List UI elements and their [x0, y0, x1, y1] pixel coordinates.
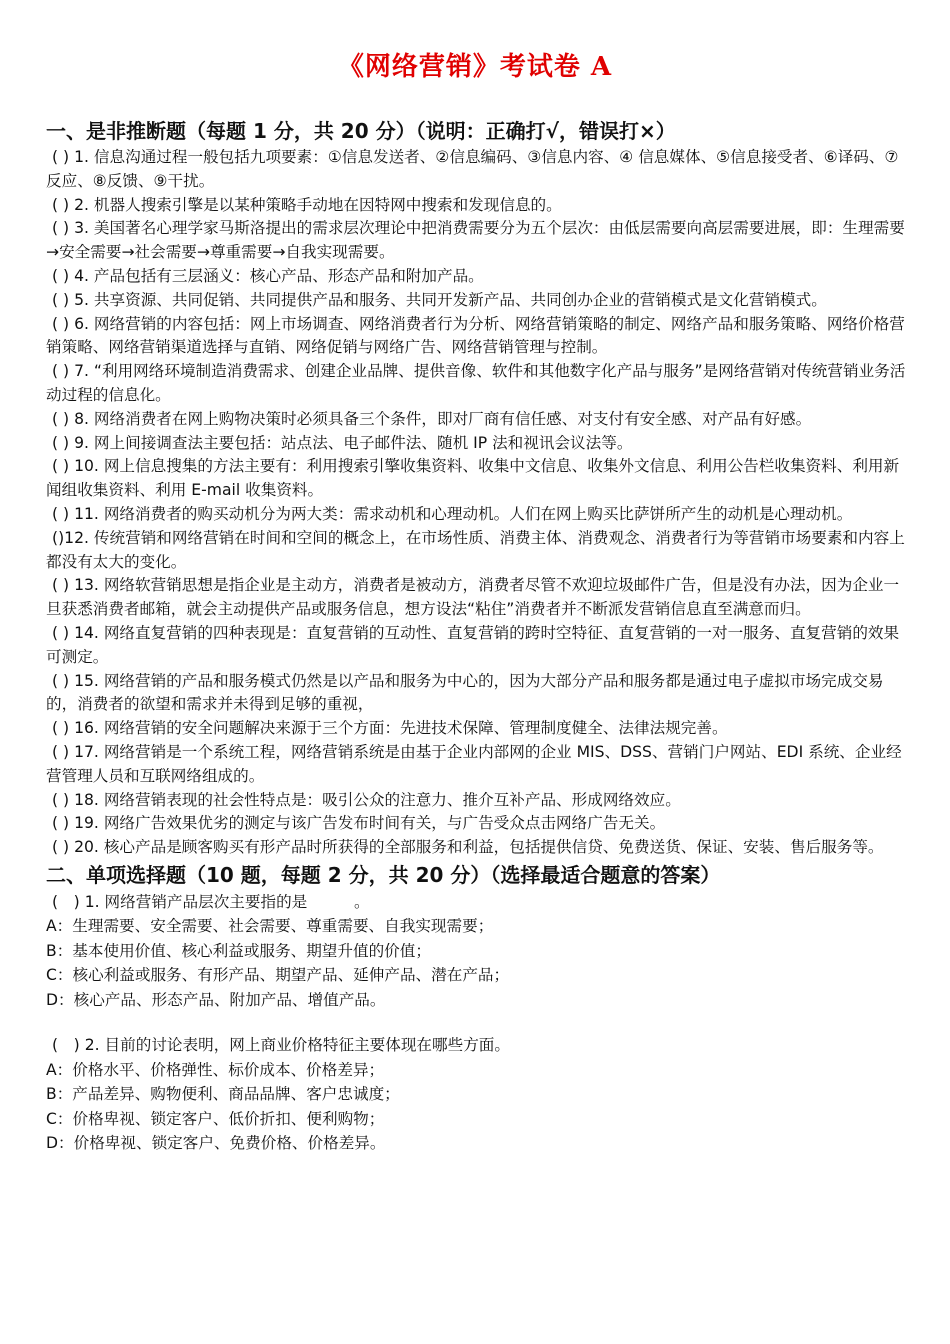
mc-question-1-option-b: B：基本使用价值、核心利益或服务、期望升值的价值； [46, 941, 431, 960]
section1-items [46, 146, 906, 860]
tf-question-2: ( ) 2. 机器人搜索引擎是以某种策略手动地在因特网中搜索和发现信息的。 [52, 195, 562, 214]
tf-question-1: ( ) 1. 信息沟通过程一般包括九项要素：①信息发送者、②信息编码、③信息内容、④ 信息媒体、⑤信息接受者、⑥译码、⑦反应、⑧反馈、⑨干扰。 [46, 148, 899, 190]
exam-content [46, 118, 906, 1156]
tf-question-12: ()12. 传统营销和网络营销在时间和空间的概念上，在市场性质、消费主体、消费观念、消费者行为等营销市场要素和内容上都没有太大的变化。 [46, 528, 905, 571]
tf-question-6: ( ) 6. 网络营销的内容包括：网上市场调查、网络消费者行为分析、网络营销策略的制定、网络产品和服务策略、网络价格营销策略、网络营销渠道选择与直销、网络促销与网络广告、网络营销管理与控制。 [46, 314, 905, 357]
tf-question-18: ( ) 18. 网络营销表现的社会性特点是：吸引公众的注意力、推介互补产品、形成网络效应。 [52, 790, 681, 809]
tf-question-7: ( ) 7. “利用网络环境制造消费需求、创建企业品牌、提供音像、软件和其他数字化产品与服务”是网络营销对传统营销业务活动过程的信息化。 [46, 362, 906, 404]
mc-question-2-stem: ( ) 2. 目前的讨论表明，网上商业价格特征主要体现在哪些方面。 [52, 1036, 510, 1055]
tf-question-4: ( ) 4. 产品包括有三层涵义：核心产品、形态产品和附加产品。 [52, 266, 484, 285]
exam-title: 《网络营销》考试卷 A [337, 52, 613, 82]
tf-question-3: ( ) 3. 美国著名心理学家马斯洛提出的需求层次理论中把消费需要分为五个层次：由低层需要向高层需要进展，即：生理需要→安全需要→社会需要→尊重需要→自我实现需要。 [46, 219, 905, 262]
mc-question-2-option-a: A：价格水平、价格弹性、标价成本、价格差异； [46, 1060, 385, 1079]
tf-question-19: ( ) 19. 网络广告效果优劣的测定与该广告发布时间有关，与广告受众点击网络广告无关。 [52, 814, 666, 833]
tf-question-5: ( ) 5. 共享资源、共同促销、共同提供产品和服务、共同开发新产品、共同创办企业的营销模式是文化营销模式。 [52, 290, 827, 309]
tf-question-9: ( ) 9. 网上间接调查法主要包括：站点法、电子邮件法、随机 IP 法和视讯会议法等。 [52, 433, 633, 452]
tf-question-8: ( ) 8. 网络消费者在网上购物决策时必须具备三个条件，即对厂商有信任感、对支付有安全感、对产品有好感。 [52, 409, 812, 428]
tf-question-15: ( ) 15. 网络营销的产品和服务模式仍然是以产品和服务为中心的，因为大部分产品和服务都是通过电子虚拟市场完成交易的，消费者的欲望和需求并未得到足够的重视， [46, 671, 884, 714]
mc-question-2-option-b: B：产品差异、购物便利、商品品牌、客户忠诚度； [46, 1085, 400, 1104]
mc-question-2 [46, 1033, 906, 1156]
mc-question-2-option-d: D：价格卑视、锁定客户、免费价格、价格差异。 [46, 1134, 386, 1153]
section2-heading: 二、单项选择题（10 题，每题 2 分，共 20 分）（选择最适合题意的答案） [46, 862, 721, 887]
mc-question-2-option-c: C：价格卑视、锁定客户、低价折扣、便利购物； [46, 1109, 385, 1128]
tf-question-17: ( ) 17. 网络营销是一个系统工程，网络营销系统是由基于企业内部网的企业 MIS、DSS、营销门户网站、EDI 系统、企业经营管理人员和互联网络组成的。 [46, 742, 902, 785]
tf-question-16: ( ) 16. 网络营销的安全问题解决来源于三个方面：先进技术保障、管理制度健全、法律法规完善。 [52, 719, 728, 738]
tf-question-13: ( ) 13. 网络软营销思想是指企业是主动方，消费者是被动方，消费者尽管不欢迎垃圾邮件广告，但是没有办法，因为企业一旦获悉消费者邮箱，就会主动提供产品或服务信息，想方设法“粘住”消费者并不断派发营销信息直至满意而归。 [46, 576, 900, 619]
tf-question-11: ( ) 11. 网络消费者的购买动机分为两大类：需求动机和心理动机。人们在网上购买比萨饼所产生的动机是心理动机。 [52, 504, 853, 523]
tf-question-10: ( ) 10. 网上信息搜集的方法主要有：利用搜索引擎收集资料、收集中文信息、收集外文信息、利用公告栏收集资料、利用新闻组收集资料、利用 E-mail 收集资料。 [46, 457, 900, 500]
mc-question-1-option-a: A：生理需要、安全需要、社会需要、尊重需要、自我实现需要； [46, 917, 494, 936]
spacer [46, 1012, 906, 1033]
section1-heading: 一、是非推断题（每题 1 分，共 20 分）（说明：正确打√，错误打×） [46, 119, 676, 143]
tf-question-14: ( ) 14. 网络直复营销的四种表现是：直复营销的互动性、直复营销的跨时空特征、直复营销的一对一服务、直复营销的效果可测定。 [46, 623, 900, 666]
mc-question-1-stem: ( ) 1. 网络营销产品层次主要指的是 。 [52, 892, 370, 911]
mc-question-1 [46, 890, 906, 1013]
mc-question-1-option-d: D：核心产品、形态产品、附加产品、增值产品。 [46, 990, 386, 1009]
mc-question-1-option-c: C：核心利益或服务、有形产品、期望产品、延伸产品、潜在产品； [46, 966, 510, 985]
tf-question-20: ( ) 20. 核心产品是顾客购买有形产品时所获得的全部服务和利益，包括提供信贷、免费送货、保证、安装、售后服务等。 [52, 838, 884, 857]
